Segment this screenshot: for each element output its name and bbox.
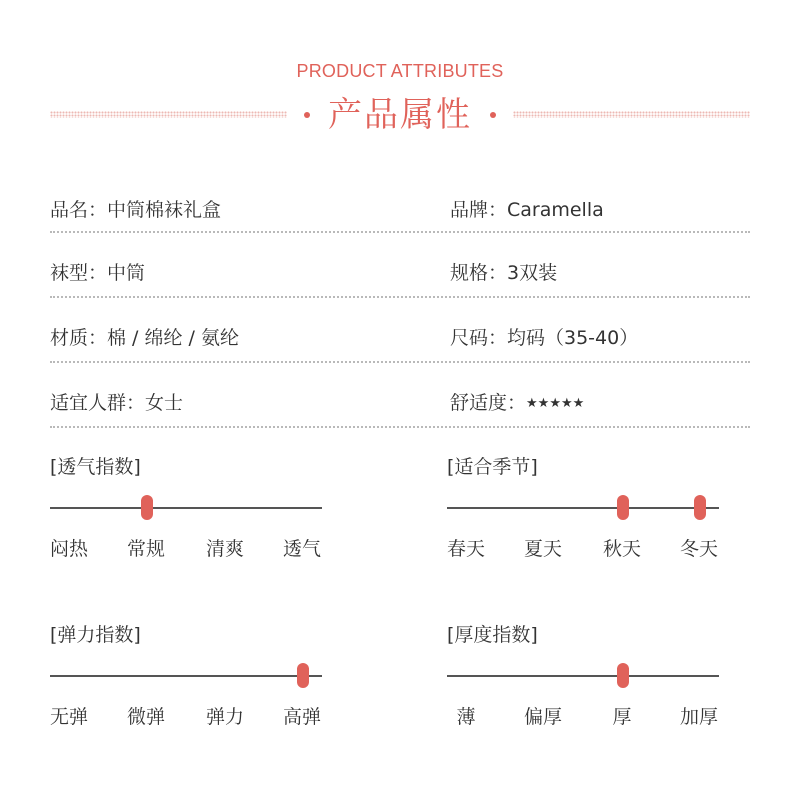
attribute-sock-type: 袜型：中筒: [50, 262, 146, 284]
scale-label-4: 冬天: [679, 538, 718, 560]
scale-marker: [617, 663, 629, 688]
attribute-spec: 规格：3双装: [450, 262, 558, 284]
attribute-product-name: 品名：中筒棉袜礼盒: [50, 199, 222, 221]
attribute-row-audience: [50, 363, 750, 428]
scale-thickness: [447, 623, 719, 763]
attribute-comfort: [450, 391, 584, 416]
scale-label-2: 夏天: [523, 538, 562, 560]
scale-label-1: 薄: [456, 706, 476, 728]
scale-title: [透气指数]: [50, 456, 141, 478]
scale-breathability: [50, 455, 322, 595]
scale-label-3: 厚: [612, 706, 632, 728]
scale-label-3: 秋天: [602, 538, 641, 560]
scale-label-4: 透气: [282, 538, 321, 560]
header-dotted-line-left: [50, 111, 287, 118]
scale-marker: [694, 495, 706, 520]
scale-marker: [141, 495, 153, 520]
scale-title: [厚度指数]: [447, 624, 538, 646]
header-row: [50, 93, 750, 137]
scale-label-3: 弹力: [205, 706, 244, 728]
attribute-row-material: [50, 298, 750, 363]
attribute-row-name: [50, 168, 750, 233]
attribute-audience: 适宜人群：女士: [50, 392, 184, 414]
scale-elasticity: [50, 623, 322, 763]
scale-track: [447, 507, 719, 509]
attribute-row-type: [50, 233, 750, 298]
scale-label-2: 偏厚: [523, 706, 562, 728]
scale-marker: [617, 495, 629, 520]
comfort-label: 舒适度：: [450, 392, 527, 414]
scale-label-1: 无弹: [49, 706, 88, 728]
scale-label-1: 闷热: [49, 538, 88, 560]
attribute-size: 尺码：均码（35-40）: [450, 327, 639, 349]
scale-label-1: 春天: [446, 538, 485, 560]
attribute-brand: 品牌：Caramella: [450, 199, 604, 221]
scale-title: [适合季节]: [447, 456, 538, 478]
header-title-en: PRODUCT ATTRIBUTES: [296, 61, 504, 81]
scale-season: [447, 455, 719, 595]
header-title-zh: 产品属性: [328, 95, 472, 135]
scale-label-3: 清爽: [205, 538, 244, 560]
scale-label-4: 加厚: [679, 706, 718, 728]
header-dot-right: [490, 112, 496, 118]
scale-marker: [297, 663, 309, 688]
scale-track: [50, 675, 322, 677]
scale-label-2: 微弹: [126, 706, 165, 728]
header-dot-left: [304, 112, 310, 118]
scale-track: [447, 675, 719, 677]
scale-track: [50, 507, 322, 509]
attribute-material: 材质：棉 / 绵纶 / 氨纶: [50, 327, 239, 349]
scale-label-4: 高弹: [282, 706, 321, 728]
scale-label-2: 常规: [126, 538, 165, 560]
header-dotted-line-right: [513, 111, 750, 118]
comfort-stars: ★★★★★: [526, 396, 585, 411]
scale-title: [弹力指数]: [50, 624, 141, 646]
